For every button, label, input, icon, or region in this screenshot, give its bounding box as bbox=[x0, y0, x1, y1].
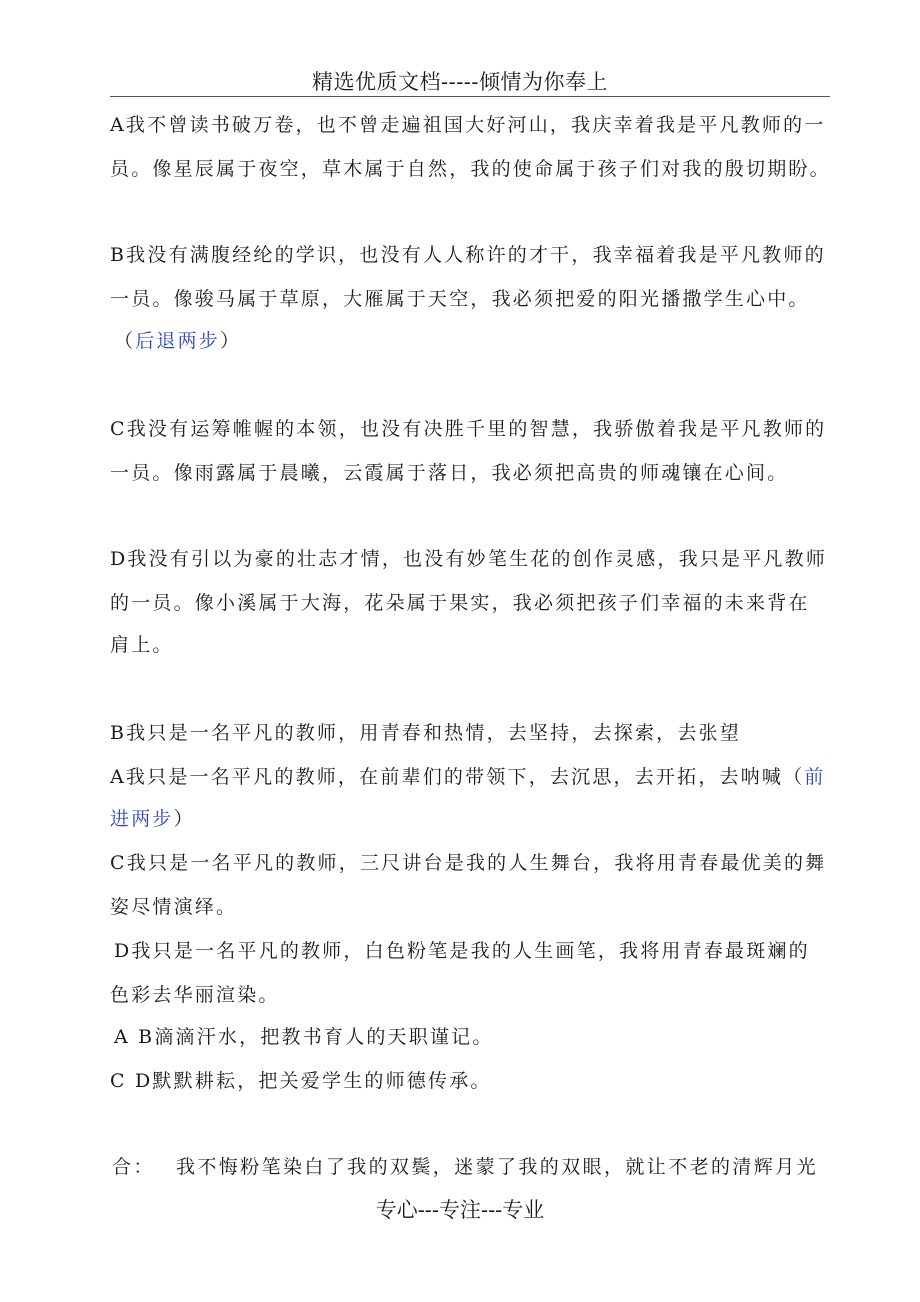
verse-a-1 bbox=[110, 762, 826, 789]
verse-d-1: D我只是一名平凡的教师，白色粉笔是我的人生画笔，我将用青春最斑斓的 bbox=[114, 940, 810, 962]
stage-direction-step-back: 后退两步 bbox=[135, 330, 221, 352]
paren-close: ） bbox=[220, 330, 242, 352]
verse-c-2: 姿尽情演绎。 bbox=[110, 896, 238, 918]
verse-b-1: B我只是一名平凡的教师，用青春和热情，去坚持，去探索，去张望 bbox=[110, 722, 741, 744]
verse-d-2: 色彩去华丽渲染。 bbox=[110, 984, 280, 1006]
page-footer: 专心---专注---专业 bbox=[375, 1198, 545, 1222]
page-header: 精选优质文档-----倾情为你奉上 bbox=[312, 70, 608, 94]
chorus-line bbox=[112, 1152, 818, 1179]
paren-open: （ bbox=[114, 330, 136, 352]
paragraph-b-line-1: B我没有满腹经纶的学识，也没有人人称许的才干，我幸福着我是平凡教师的 bbox=[110, 244, 826, 266]
stage-direction bbox=[114, 326, 241, 353]
paragraph-c-line-2: 一员。像雨露属于晨曦，云霞属于落日，我必须把高贵的师魂镶在心间。 bbox=[110, 462, 789, 484]
verse-cd: C D默默耕耘，把关爱学生的师德传承。 bbox=[110, 1070, 492, 1092]
stage-direction-step-forward-start: 前 bbox=[804, 766, 826, 788]
chorus-label: 合： bbox=[112, 1156, 155, 1178]
paragraph-d-line-2: 的一员。像小溪属于大海，花朵属于果实，我必须把孩子们幸福的未来背在 bbox=[110, 592, 810, 614]
verse-a-1-text: A我只是一名平凡的教师，在前辈们的带领下，去沉思，去开拓，去呐喊（ bbox=[110, 766, 805, 788]
chorus-text: 我不悔粉笔染白了我的双鬓，迷蒙了我的双眼，就让不老的清辉月光 bbox=[176, 1156, 819, 1178]
header-divider bbox=[110, 96, 830, 97]
verse-c-1: C我只是一名平凡的教师，三尺讲台是我的人生舞台，我将用青春最优美的舞 bbox=[110, 852, 827, 874]
paragraph-c-line-1: C我没有运筹帷幄的本领，也没有决胜千里的智慧，我骄傲着我是平凡教师的 bbox=[110, 418, 827, 440]
verse-ab: A B滴滴汗水，把教书育人的天职谨记。 bbox=[114, 1026, 494, 1048]
paragraph-a-line-1: A我不曾读书破万卷，也不曾走遍祖国大好河山，我庆幸着我是平凡教师的一 bbox=[110, 114, 826, 136]
paragraph-d-line-1: D我没有引以为豪的壮志才情，也没有妙笔生花的创作灵感，我只是平凡教师 bbox=[110, 548, 828, 570]
paragraph-b-line-2: 一员。像骏马属于草原，大雁属于天空，我必须把爱的阳光播撒学生心中。 bbox=[110, 288, 810, 310]
paragraph-d-line-3: 肩上。 bbox=[110, 634, 174, 656]
paren-close-2: ） bbox=[173, 808, 195, 830]
paragraph-a-line-2: 员。像星辰属于夜空，草木属于自然，我的使命属于孩子们对我的殷切期盼。 bbox=[110, 158, 831, 180]
stage-direction-step-forward-end: 进两步 bbox=[110, 808, 174, 830]
verse-a-1-cont bbox=[110, 804, 195, 831]
